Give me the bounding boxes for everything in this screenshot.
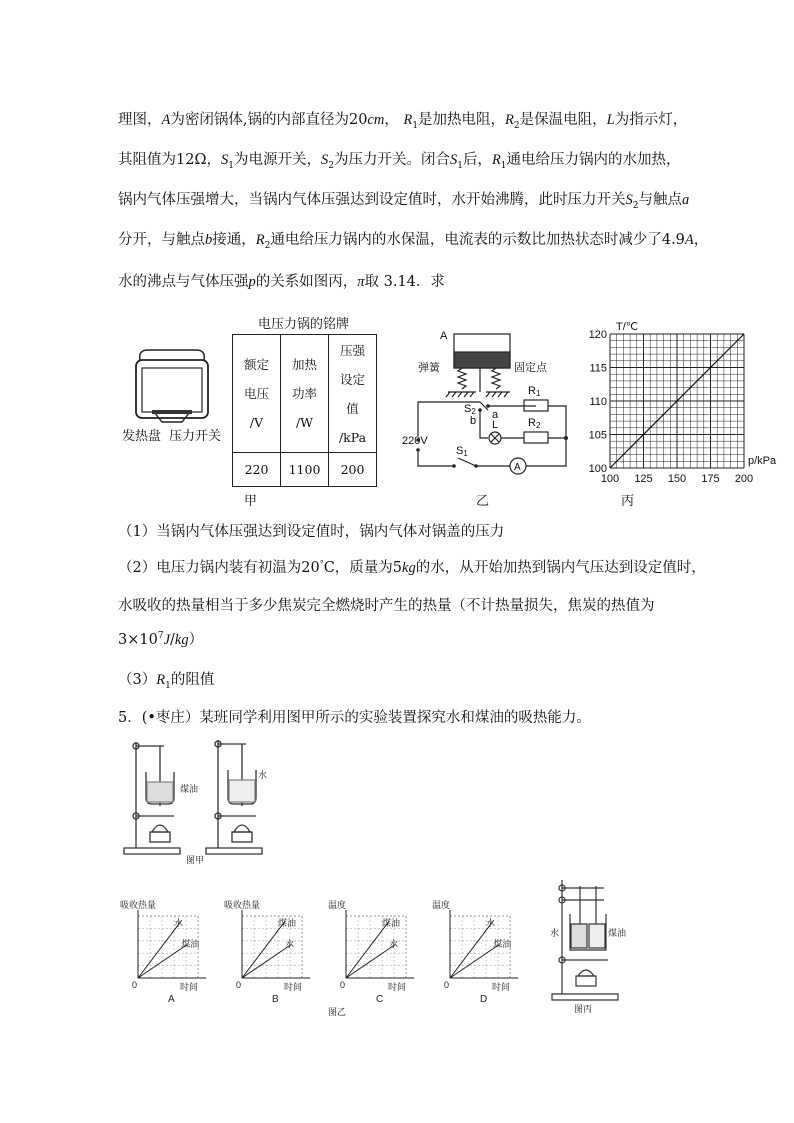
lower-line xyxy=(346,945,395,978)
y-tick-label: 100 xyxy=(588,463,607,475)
panel-origin: 0 xyxy=(132,980,138,990)
question-2-line-2: 水吸收的热量相当于多少焦炭完全燃烧时产生的热量（不计热量损失，焦炭的热值为 xyxy=(118,598,655,614)
header-power: 加热 功率 /W xyxy=(281,335,329,453)
panel-letter: D xyxy=(480,994,488,1005)
label-water-bing: 水 xyxy=(550,928,560,938)
lower-line xyxy=(242,945,291,978)
panel-origin: 0 xyxy=(340,980,346,990)
panel-x-label: 时间 xyxy=(284,982,303,992)
y-tick-label: 105 xyxy=(588,429,607,442)
lower-line xyxy=(450,945,499,978)
circuit-diagram xyxy=(396,326,582,486)
panel-lower-label: 水 xyxy=(285,939,295,949)
graph-panels xyxy=(118,900,538,1020)
graph-panel-C xyxy=(328,900,414,1005)
label-heating-plate: 发热盘 xyxy=(122,429,162,444)
header-pressure: 压强 设定 值 /kPa xyxy=(329,335,377,453)
question-2-line-3: $3\times 10^7J/kg$） xyxy=(118,631,204,648)
nameplate-table xyxy=(232,334,377,487)
caption-fig-jia: 图甲 xyxy=(186,855,205,865)
caption-bing: 丙 xyxy=(621,494,635,509)
label-a: a xyxy=(492,409,499,421)
label-kerosene-bing: 煤油 xyxy=(608,928,627,938)
caption-jia: 甲 xyxy=(244,494,258,509)
panel-upper-label: 煤油 xyxy=(278,918,297,928)
intro-line-5: 水的沸点与气体压强p的关系如图丙，π取 3.14．求 xyxy=(118,274,445,290)
x-axis-label: p/kPa xyxy=(748,455,777,467)
x-tick-label: 150 xyxy=(667,473,687,485)
panel-y-label: 温度 xyxy=(328,900,347,910)
label-spring: 弹簧 xyxy=(418,362,440,374)
label-water: 水 xyxy=(258,770,268,780)
caption-yi: 乙 xyxy=(476,494,490,509)
apparatus-jia xyxy=(118,736,288,866)
label-R2: R2 xyxy=(528,417,541,430)
y-axis-label: T/℃ xyxy=(616,321,639,333)
panel-x-label: 时间 xyxy=(492,982,511,992)
apparatus-bing xyxy=(548,876,638,1016)
intro-line-1: 理图，A为密闭锅体,锅的内部直径为20cm， $R_1$是加热电阻，$R_2$是保温电阻，L为指示灯， xyxy=(118,112,688,131)
intro-line-3: 锅内气体压强增大，当锅内气体压强达到设定值时，水开始沸腾，此时压力开关$S_2$与触点a xyxy=(118,192,690,211)
graph-panel-D xyxy=(432,900,518,1005)
panel-y-label: 吸收热量 xyxy=(120,900,157,910)
lower-line xyxy=(138,945,187,978)
panel-upper-label: 煤油 xyxy=(382,918,401,928)
panel-x-label: 时间 xyxy=(180,982,199,992)
panel-origin: 0 xyxy=(236,980,242,990)
label-L: L xyxy=(492,419,499,431)
value-voltage: 220 xyxy=(233,453,281,487)
label-kerosene: 煤油 xyxy=(180,784,199,794)
panel-upper-label: 水 xyxy=(486,918,496,928)
panel-upper-label: 水 xyxy=(174,918,184,928)
question-2-line-1: （2）电压力锅内装有初温为20°C，质量为5kg的水，从开始加热到锅内气压达到设定值时， xyxy=(118,559,706,576)
y-tick-label: 115 xyxy=(589,362,607,375)
caption-fig-bing: 图丙 xyxy=(574,1004,593,1014)
problem-5-text: 5．(•枣庄）某班同学利用图甲所示的实验装置探究水和煤油的吸热能力。 xyxy=(118,710,591,726)
value-pressure: 200 xyxy=(329,453,377,487)
boiling-point-chart xyxy=(586,314,786,494)
caption-fig-yi: 图乙 xyxy=(328,1007,347,1017)
question-3: $(3)R_1$的阻值 xyxy=(118,672,215,691)
graph-panel-B xyxy=(224,900,310,1005)
x-tick-label: 200 xyxy=(734,473,754,485)
label-b: b xyxy=(470,415,477,427)
panel-x-label: 时间 xyxy=(388,982,407,992)
y-tick-label: 120 xyxy=(588,329,607,341)
pressure-cooker-figure xyxy=(118,340,228,430)
panel-lower-label: 煤油 xyxy=(181,939,200,949)
intro-line-2: 其阻值为12Ω，$S_1$为电源开关，$S_2$为压力开关。闭合$S_1$后，$R_1$通电给压力锅内的水加热， xyxy=(118,152,681,171)
question-1: （1）当锅内气体压强达到设定值时，锅内气体对锅盖的压力 xyxy=(118,524,505,540)
ammeter-label: A xyxy=(514,462,521,473)
panel-lower-label: 水 xyxy=(389,939,399,949)
graph-panel-A xyxy=(120,900,206,1005)
x-tick-label: 125 xyxy=(634,473,653,485)
upper-line xyxy=(138,921,181,978)
panel-letter: B xyxy=(272,994,279,1005)
y-tick-label: 110 xyxy=(589,396,607,408)
panel-origin: 0 xyxy=(444,980,450,990)
panel-y-label: 吸收热量 xyxy=(224,900,261,910)
label-pressure-switch: 压力开关 xyxy=(169,429,222,444)
nameplate-title: 电压力锅的铭牌 xyxy=(258,317,350,332)
label-fixed-point: 固定点 xyxy=(514,362,547,374)
value-power: 1100 xyxy=(281,453,329,487)
upper-line xyxy=(242,921,285,978)
intro-line-4: 分开，与触点b接通，$R_2$通电给压力锅内的水保温，电流表的示数比加热状态时减少了4.9A， xyxy=(118,232,709,251)
x-tick-label: 100 xyxy=(600,473,620,485)
panel-letter: C xyxy=(376,994,384,1005)
label-220V: 220V xyxy=(402,435,428,447)
x-tick-label: 175 xyxy=(701,473,720,485)
label-S1: S1 xyxy=(456,445,468,458)
upper-line xyxy=(346,921,389,978)
label-R1: R1 xyxy=(528,385,541,398)
label-S2: S2 xyxy=(464,403,476,416)
panel-letter: A xyxy=(168,994,175,1005)
label-A: A xyxy=(440,330,448,342)
header-voltage: 额定 电压 /V xyxy=(233,335,281,453)
upper-line xyxy=(450,921,493,978)
panel-lower-label: 煤油 xyxy=(493,939,512,949)
panel-y-label: 温度 xyxy=(432,900,451,910)
